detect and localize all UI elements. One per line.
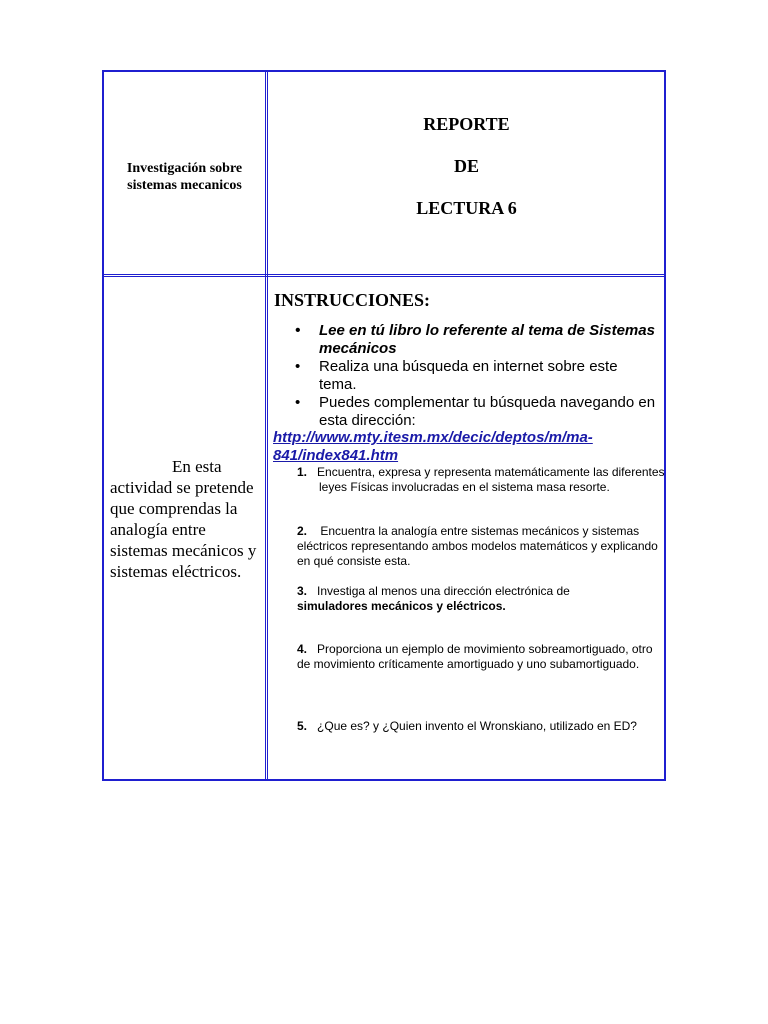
table-divider-vertical — [265, 72, 266, 779]
bullet-item — [291, 322, 659, 358]
bullet-list — [291, 322, 659, 430]
bullet-text: Puedes complementar tu búsqueda navegando en esta dirección: — [319, 394, 656, 429]
title-de: DE — [453, 156, 479, 176]
task-text: Encuentra la analogía entre sistemas mecánicos y sistemas eléctricos representando ambos modelos matemáticos y explicando en qué consiste esta. — [297, 524, 658, 568]
table-divider-horizontal-inner — [104, 276, 664, 277]
instructions-cell — [269, 278, 664, 779]
task-number: 2. — [297, 524, 308, 538]
intro-cell — [104, 278, 265, 779]
title-reporte: REPORTE — [423, 114, 510, 134]
report-table — [102, 70, 666, 781]
task-item — [297, 465, 683, 495]
title-cell — [269, 72, 664, 274]
task-text: ¿Que es? y ¿Quien invento el Wronskiano, utilizado en ED? — [317, 719, 637, 733]
bullet-icon: • — [295, 394, 301, 411]
bullet-icon: • — [295, 358, 301, 375]
task-item — [297, 524, 661, 569]
bullet-text: Lee en tú libro lo referente al tema de Sistemas mecánicos — [319, 322, 655, 357]
task-number: 5. — [297, 719, 308, 733]
task-bold-text: simuladores mecánicos y eléctricos. — [297, 599, 506, 613]
intro-paragraph — [110, 456, 262, 582]
bullet-text: Realiza una búsqueda en internet sobre este tema. — [319, 358, 618, 393]
bullet-icon: • — [295, 322, 301, 339]
topic-cell — [104, 72, 265, 274]
topic-title: Investigación sobre sistemas mecanicos — [126, 161, 243, 193]
intro-text-rest: actividad se pretende que comprendas la analogía entre sistemas mecánicos y sistemas eléctricos. — [110, 478, 257, 581]
task-number: 1. — [297, 465, 308, 479]
task-item — [297, 642, 661, 672]
bullet-item — [291, 358, 659, 394]
table-divider-horizontal — [104, 274, 664, 275]
title-lectura: LECTURA 6 — [416, 198, 517, 218]
task-text: Proporciona un ejemplo de movimiento sobreamortiguado, otro de movimiento críticamente amortiguado y uno subamortiguado. — [297, 642, 653, 671]
bullet-item — [291, 394, 659, 430]
task-item — [297, 584, 661, 614]
reference-link[interactable]: http://www.mty.itesm.mx/decic/deptos/m/ma-841/index841.htm — [273, 429, 593, 464]
instructions-heading: INSTRUCCIONES: — [274, 290, 431, 310]
table-divider-vertical-inner — [267, 72, 268, 779]
task-item — [297, 719, 661, 734]
task-text: Investiga al menos una dirección electrónica de — [317, 584, 570, 598]
intro-text-start: En esta — [172, 457, 222, 476]
task-number: 4. — [297, 642, 308, 656]
task-text: Encuentra, expresa y representa matemáticamente las diferentes leyes Físicas involucradas en el sistema masa resorte. — [317, 465, 665, 494]
task-number: 3. — [297, 584, 308, 598]
